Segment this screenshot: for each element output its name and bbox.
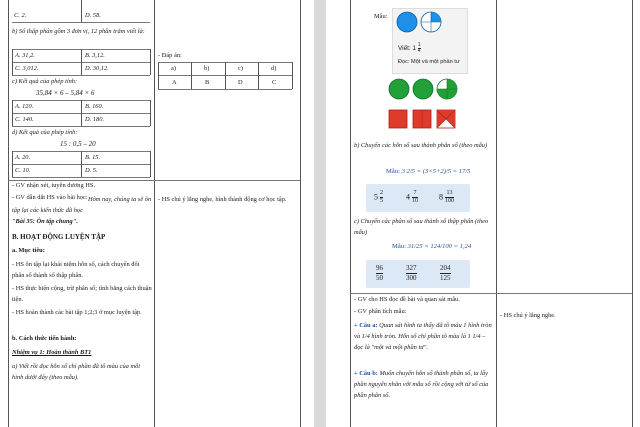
lesson-title: "Bài 35: Ôn tập chung". <box>12 218 78 225</box>
green-circle-icon <box>413 79 433 99</box>
cau-a-label: + Câu a: <box>354 322 378 329</box>
hs-line: - HS chú ý lắng nghe. <box>500 312 556 319</box>
red-squares <box>388 108 468 132</box>
cau-b <box>354 368 494 401</box>
cau-a-text: Quan sát hình ta thấy đã tô màu 1 hình tròn và 1/4 hình tròn. Hỗn số chỉ phần tô màu là 1 1/4 – đọc là "một và một phần tư". <box>354 322 492 351</box>
fraction-2 <box>406 264 417 283</box>
answer-label: - Đáp án: <box>158 52 182 59</box>
gv-line-2b-text: Hôm nay, chúng ta sẽ ôn tập lại các kiến thức đã học <box>12 196 152 214</box>
fraction <box>380 190 383 205</box>
option: C. 140. <box>15 116 34 123</box>
option: C. 2. <box>14 12 27 19</box>
frac-num: 2 <box>380 190 383 196</box>
option: C. 3,012. <box>15 65 39 72</box>
frac-den: 4 <box>417 48 421 54</box>
table-border-mid <box>154 0 155 427</box>
question-b: b) Số thập phân gồm 3 đơn vị, 12 phần trăm viết là: <box>12 28 145 35</box>
red-square-icon <box>389 110 407 128</box>
option: D. 58. <box>85 12 101 19</box>
question-b: b) Chuyển các hỗn số sau thành phân số (theo mẫu) <box>354 142 488 149</box>
answer-grid <box>258 62 259 89</box>
frac-num: 13 <box>446 190 453 196</box>
frac-num: 96 <box>376 264 383 272</box>
cau-a <box>354 320 494 353</box>
fraction-1 <box>376 264 383 283</box>
opt-grid <box>12 100 13 126</box>
answer-value: A <box>172 79 177 86</box>
option: A. 31,2. <box>15 52 35 59</box>
opt-grid <box>12 177 150 178</box>
answer-value: B <box>205 79 210 86</box>
question-c: c) Chuyển các phân số sau thành số thập phân (theo mẫu) <box>354 218 489 236</box>
muc-tieu: a. Mục tiêu: <box>12 247 45 254</box>
whole: 4 <box>406 192 410 202</box>
answer-grid <box>158 62 159 89</box>
green-circle-icon <box>389 79 409 99</box>
option: A. 120. <box>15 103 34 110</box>
frac-num: 327 <box>406 264 417 272</box>
table-border-mid <box>496 0 497 427</box>
option: A. 20. <box>15 154 31 161</box>
opt-grid <box>12 126 150 127</box>
opt-grid <box>81 0 82 22</box>
frac-den: 125 <box>440 274 451 282</box>
mixed-1 <box>374 190 383 205</box>
cau-b-text: Muốn chuyển hỗn số thành phân số, ta lấy phần nguyên nhân với mẫu số rồi cộng với tử số của phần phân số. <box>354 370 489 399</box>
mixed-3 <box>439 190 454 205</box>
gv-line-1: - GV nhận xét, tuyên dương HS. <box>12 182 96 189</box>
answer-grid <box>191 62 192 89</box>
opt-grid <box>150 151 151 177</box>
expression-c: 35,84 × 6 – 5,84 × 6 <box>36 89 95 97</box>
fraction <box>445 190 454 205</box>
table-border-left <box>8 0 9 427</box>
mau-c-label: Mẫu: <box>392 243 406 250</box>
frac-num: 1 <box>417 42 421 48</box>
mau-label: Mẫu: <box>374 13 388 20</box>
sample-circles <box>396 11 466 35</box>
answer-grid <box>158 89 292 90</box>
gv-line-1: - GV cho HS đọc đề bài và quan sát mẫu. <box>354 296 460 303</box>
frac-num: 204 <box>440 264 451 272</box>
opt-grid <box>12 22 150 23</box>
whole: 8 <box>439 192 443 202</box>
cach-thuc: b. Cách thức tiến hành: <box>12 335 77 342</box>
option: B. 15. <box>85 154 101 161</box>
opt-grid <box>81 49 82 75</box>
option: B. 3,12. <box>85 52 105 59</box>
green-circles <box>388 78 468 102</box>
fraction-3 <box>440 264 451 283</box>
answer-header: a) <box>171 65 176 72</box>
answer-grid <box>292 62 293 89</box>
nhiem-vu-1: Nhiệm vụ 1: Hoàn thành BT1 <box>12 349 92 356</box>
viet-label <box>398 43 421 54</box>
row-divider <box>350 293 632 294</box>
whole: 5 <box>374 192 378 202</box>
opt-grid <box>150 49 151 75</box>
gv-line-2a: - GV dẫn dắt HS vào bài học: <box>12 194 88 201</box>
answer-header: b) <box>204 65 210 72</box>
question-d: d) Kết quả của phép tính: <box>12 129 78 136</box>
option: C. 10. <box>15 167 31 174</box>
quarter-fill <box>431 12 441 22</box>
expression-d: 15 : 0,5 – 20 <box>60 140 96 148</box>
left-page <box>0 0 314 427</box>
table-border-left <box>350 0 351 427</box>
fraction <box>406 264 417 283</box>
viet-text: Viết: 1 <box>398 45 417 53</box>
mixed-2 <box>406 190 418 205</box>
opt-grid <box>81 151 82 177</box>
frac-den: 50 <box>376 274 383 282</box>
frac-den: 100 <box>445 198 454 204</box>
muc-tieu-3: - HS hoàn thành các bài tập 1;2;3 ở mục luyện tập. <box>12 309 142 316</box>
frac-den: 10 <box>412 198 418 204</box>
opt-grid <box>12 49 13 75</box>
answer-value: C <box>272 79 277 86</box>
gv-line-2: - GV phân tích mẫu: <box>354 308 407 315</box>
cau-b-label: + Câu b: <box>354 370 378 377</box>
mau-c-expr: 31/25 = 124/100 = 1,24 <box>407 243 472 250</box>
bt1-prompt: a) Viết rồi đọc hỗn số chỉ phần đã tô màu của mỗi hình dưới đây (theo mẫu). <box>12 363 141 381</box>
mau-b-expr: 3 2/5 = (3×5+2)/5 = 17/5 <box>401 168 471 175</box>
hs-line-1: - HS chú ý lắng nghe, hình thành động cơ học tập. <box>158 196 287 203</box>
fraction <box>376 264 383 283</box>
question-c: c) Kết quả của phép tính: <box>12 78 78 85</box>
fraction <box>412 190 418 205</box>
answer-grid <box>225 62 226 89</box>
full-circle-icon <box>397 12 417 32</box>
doc-label: Đọc: Một và một phần tư <box>398 59 460 65</box>
answer-value: D <box>238 79 243 86</box>
table-border-right <box>300 0 301 427</box>
opt-grid <box>150 100 151 126</box>
fraction <box>440 264 451 283</box>
mau-c <box>392 243 471 251</box>
viet-fraction <box>418 43 421 54</box>
frac-den: 300 <box>406 274 417 282</box>
muc-tieu-1: - HS ôn tập lại khái niệm hỗn số, cách chuyển đổi phân số thành số thập phân. <box>12 261 140 279</box>
mau-b-label: Mẫu: <box>386 168 400 175</box>
frac-num: 7 <box>413 190 417 196</box>
answer-header: d) <box>271 65 277 72</box>
answer-header: c) <box>238 65 243 72</box>
opt-grid <box>81 100 82 126</box>
mau-b <box>386 168 470 176</box>
option: D. 180. <box>85 116 104 123</box>
option: B. 160. <box>85 103 104 110</box>
option: D. 30,12. <box>85 65 109 72</box>
row-divider <box>8 180 300 181</box>
section-b-title: B. HOẠT ĐỘNG LUYỆN TẬP <box>12 233 106 241</box>
opt-grid <box>12 75 150 76</box>
option: D. 5. <box>85 167 98 174</box>
opt-grid <box>12 151 13 177</box>
table-border-right <box>632 0 633 427</box>
muc-tieu-2: - HS thực hiện cộng, trừ phân số; tính bằng cách thuận tiện. <box>12 285 152 303</box>
right-page <box>326 0 640 427</box>
frac-den: 5 <box>380 198 383 204</box>
